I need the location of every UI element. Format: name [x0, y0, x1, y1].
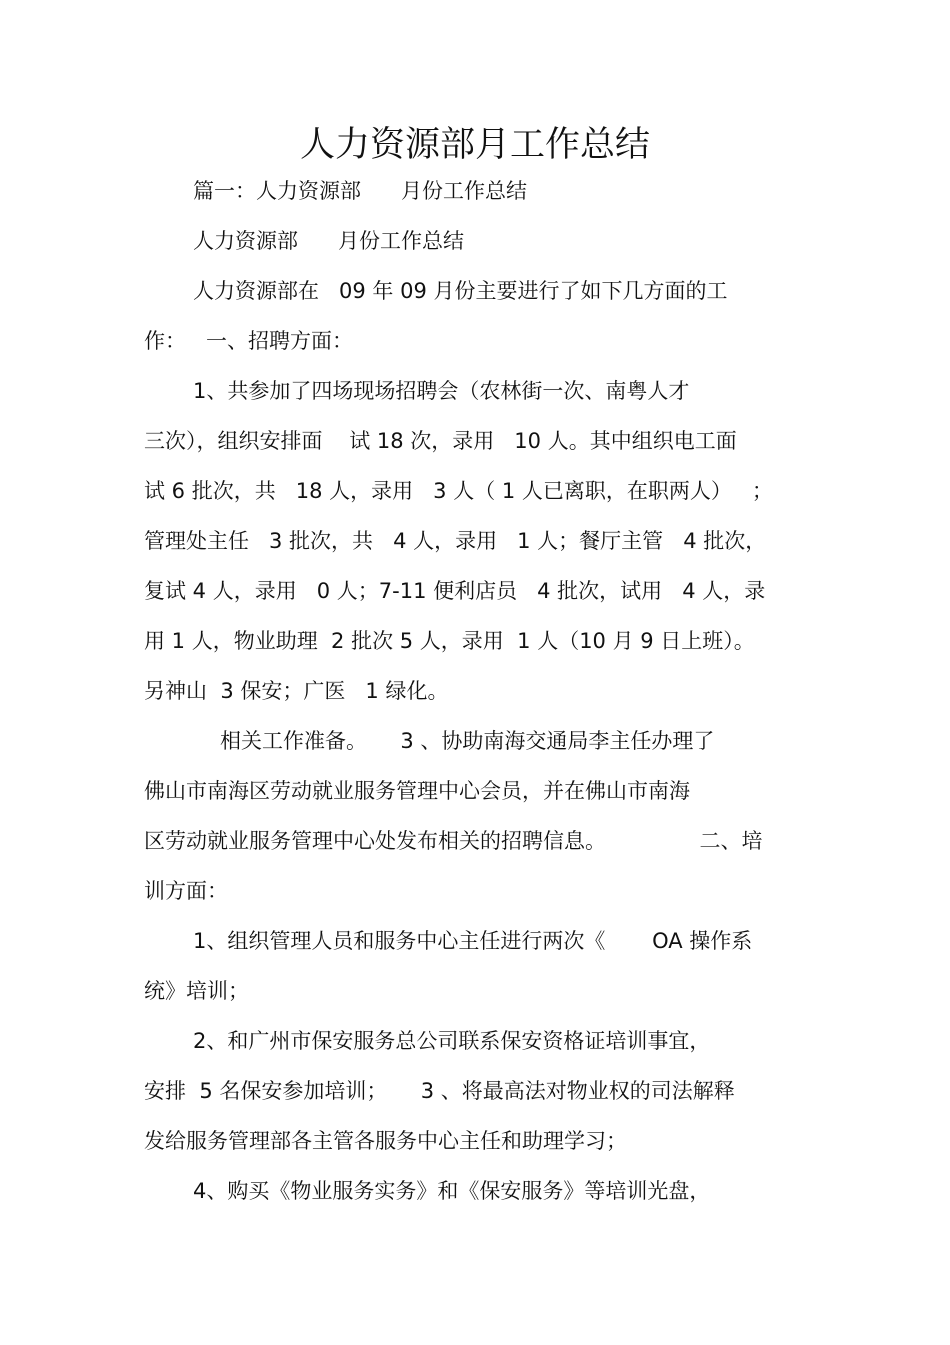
text-line: 人力资源部 月份工作总结: [193, 229, 465, 253]
text-line: 试 6 批次，共 18 人，录用 3 人（ 1 人已离职，在职两人） ；: [144, 479, 773, 503]
text-line: 2、和广州市保安服务总公司联系保安资格证培训事宜，: [193, 1029, 711, 1053]
text-line: 篇一：人力资源部 月份工作总结: [193, 179, 528, 203]
text-line: 用 1 人，物业助理 2 批次 5 人，录用 1 人（10 月 9 日上班）。: [144, 629, 755, 653]
text-line: 人力资源部在 09 年 09 月份主要进行了如下几方面的工: [193, 279, 728, 303]
text-line: 三次），组织安排面 试 18 次，录用 10 人。其中组织电工面: [144, 429, 737, 453]
text-line: 作： 一、招聘方面：: [144, 329, 354, 353]
text-line: 4、购买《物业服务实务》和《保安服务》等培训光盘，: [193, 1179, 711, 1203]
document-title: 人力资源部月工作总结: [299, 125, 650, 165]
text-line: 1、共参加了四场现场招聘会（农林街一次、南粤人才: [193, 379, 690, 403]
text-line: 相关工作准备。 3 、协助南海交通局李主任办理了: [220, 729, 715, 753]
text-line: 复试 4 人，录用 0 人；7-11 便利店员 4 批次，试用 4 人，录: [144, 579, 766, 603]
text-line: 训方面：: [144, 879, 228, 903]
text-line: 安排 5 名保安参加培训； 3 、将最高法对物业权的司法解释: [144, 1079, 735, 1103]
text-line: 统》培训；: [144, 979, 249, 1003]
text-line: 管理处主任 3 批次，共 4 人，录用 1 人；餐厅主管 4 批次，: [144, 529, 767, 553]
text-line: 区劳动就业服务管理中心处发布相关的招聘信息。 二、培: [144, 829, 763, 853]
text-line: 另神山 3 保安；广医 1 绿化。: [144, 679, 449, 703]
text-line: 1、组织管理人员和服务中心主任进行两次《 OA 操作系: [193, 929, 753, 953]
text-line: 佛山市南海区劳动就业服务管理中心会员，并在佛山市南海: [144, 779, 690, 803]
text-line: 发给服务管理部各主管各服务中心主任和助理学习；: [144, 1129, 627, 1153]
